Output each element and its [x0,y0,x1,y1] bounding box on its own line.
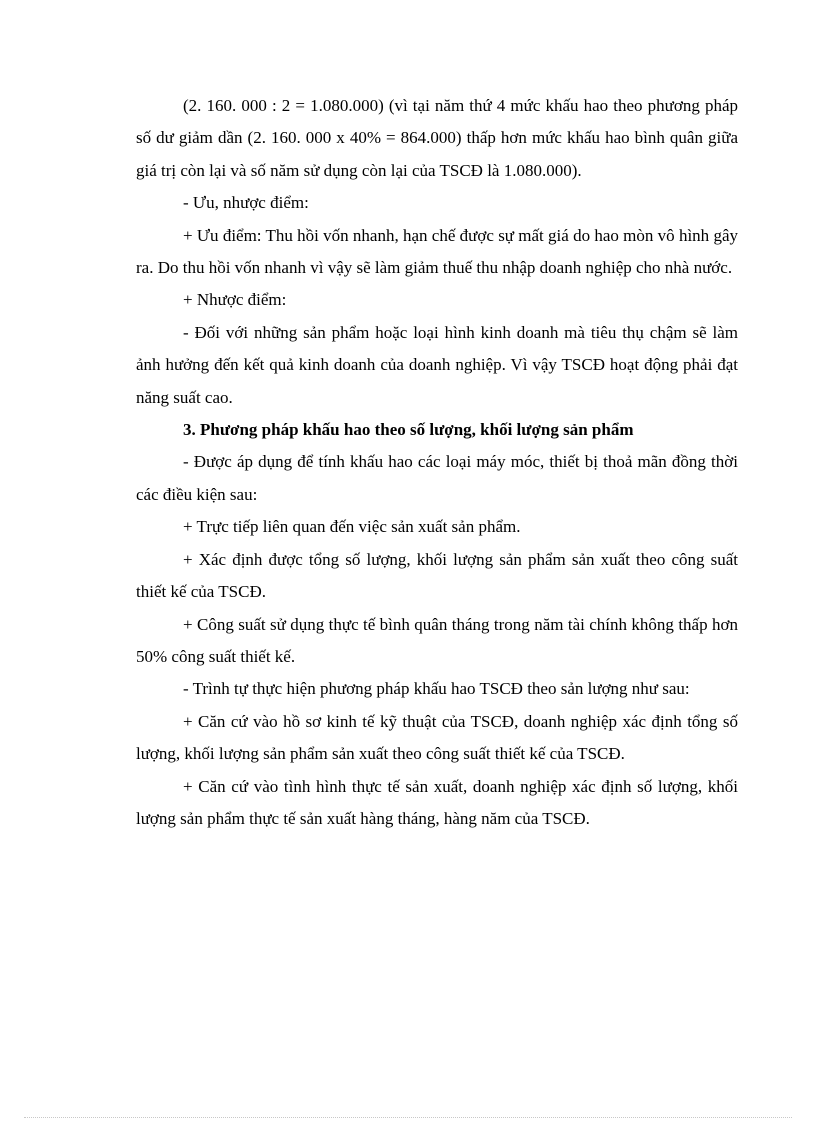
paragraph-condition-2: + Xác định được tổng số lượng, khối lượng sản phẩm sản xuất theo công suất thiết kế của TSCĐ. [136,549,738,602]
document-page [136,90,738,835]
paragraph-disadvantages: - Đối với những sản phẩm hoặc loại hình kinh doanh mà tiêu thụ chậm sẽ làm ảnh hưởng đến kết quả kinh doanh của doanh nghiệp. Vì vậy TSCĐ hoạt động phải đạt năng suất cao. [136,322,738,407]
paragraph-condition-1: + Trực tiếp liên quan đến việc sản xuất sản phẩm. [183,517,521,537]
paragraph-procedure-step-1: + Căn cứ vào hồ sơ kinh tế kỹ thuật của TSCĐ, doanh nghiệp xác định tổng số lượng, khối lượng sản phẩm sản xuất theo công suất thiết kế của TSCĐ. [136,711,738,764]
paragraph-depreciation-example: (2. 160. 000 : 2 = 1.080.000) (vì tại năm thứ 4 mức khấu hao theo phương pháp số dư giảm dần (2. 160. 000 x 40% = 864.000) thấp hơn mức khấu hao bình quân giữa giá trị còn lại và số năm sử dụng còn lại của TSCĐ là 1.080.000). [136,96,738,180]
paragraph-advantages: + Ưu điểm: Thu hồi vốn nhanh, hạn chế được sự mất giá do hao mòn vô hình gây ra. Do thu hồi vốn nhanh vì vậy sẽ làm giảm thuế thu nhập doanh nghiệp cho nhà nước. [136,225,738,278]
section-heading-method-3: 3. Phương pháp khấu hao theo số lượng, khối lượng sản phẩm [183,420,634,440]
paragraph-condition-3: + Công suất sử dụng thực tế bình quân tháng trong năm tài chính không thấp hơn 50% công suất thiết kế. [136,614,738,666]
paragraph-procedure-step-2: + Căn cứ vào tình hình thực tế sản xuất, doanh nghiệp xác định số lượng, khối lượng sản phẩm thực tế sản xuất hàng tháng, hàng năm của TSCĐ. [136,776,738,828]
footer-divider [24,1117,792,1118]
paragraph-applicability: - Được áp dụng để tính khấu hao các loại máy móc, thiết bị thoả mãn đồng thời các điều kiện sau: [136,452,738,504]
paragraph-pros-cons-label: - Ưu, nhược điểm: [183,193,309,213]
paragraph-procedure-intro: - Trình tự thực hiện phương pháp khấu hao TSCĐ theo sản lượng như sau: [183,679,690,699]
paragraph-disadvantages-label: + Nhược điểm: [183,290,287,310]
